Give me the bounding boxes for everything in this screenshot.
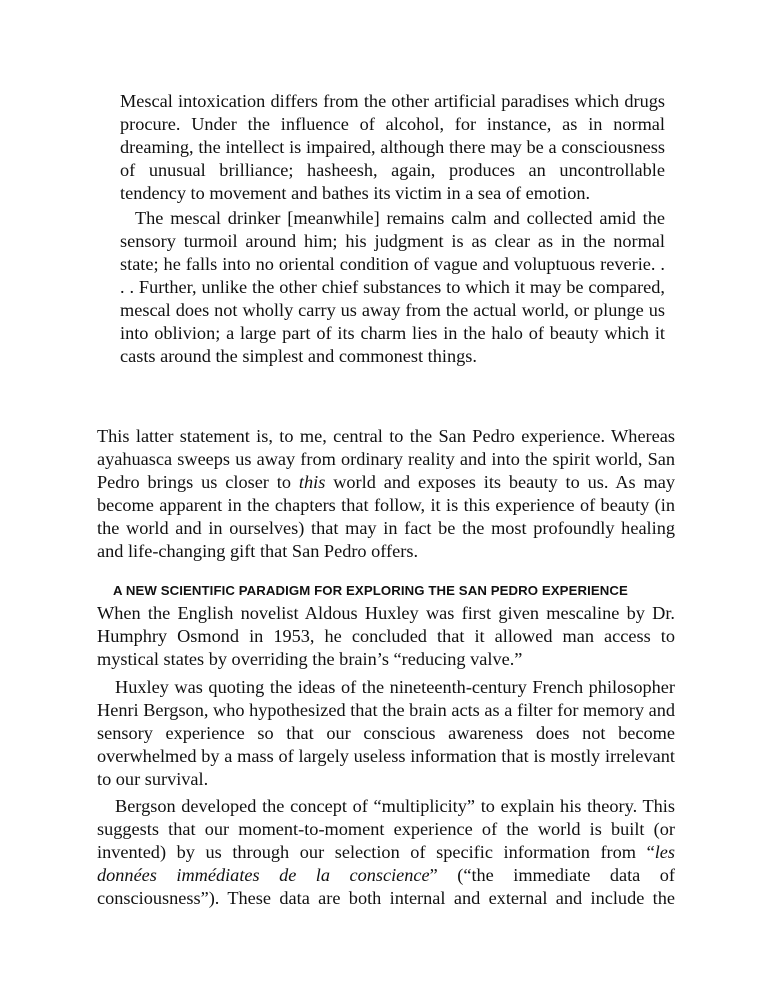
body-paragraph-3: Huxley was quoting the ideas of the nineteenth-century French philosopher Henri Bergson, who hypothesized that the brain acts as a filter for memory and sensory experience so that our conscious awareness does not become overwhelmed by a mass of largely useless information that is mostly irrelevant to our survival. <box>97 677 675 789</box>
body-paragraph-4 <box>97 795 675 910</box>
body-paragraph-1 <box>97 425 675 563</box>
block-quote <box>120 90 665 368</box>
section-heading: A NEW SCIENTIFIC PARADIGM FOR EXPLORING THE SAN PEDRO EXPERIENCE <box>113 583 628 598</box>
p1-emphasis: this <box>298 472 326 492</box>
p4-emphasis: les données immédiates de la conscience <box>97 842 675 885</box>
p4-text-a: Bergson developed the concept of “multiplicity” to explain his theory. This suggests that our moment-to-moment experience of the world is built (or invented) by us through our selection of specific information from “ <box>97 796 675 862</box>
body-paragraph-2: When the English novelist Aldous Huxley was first given mescaline by Dr. Humphry Osmond in 1953, he concluded that it allowed man access to mystical states by overriding the brain’s “reducing valve.” <box>97 603 675 669</box>
quote-paragraph-2: The mescal drinker [meanwhile] remains calm and collected amid the sensory turmoil around him; his judgment is as clear as in the normal state; he falls into no oriental condition of vague and voluptuous reverie. . . . Further, unlike the other chief substances to which it may be compared, mescal does not wholly carry us away from the actual world, or plunge us into oblivion; a large part of its charm lies in the halo of beauty which it casts around the simplest and commonest things. <box>120 208 665 366</box>
quote-paragraph-1: Mescal intoxication differs from the other artificial paradises which drugs procure. Under the influence of alcohol, for instance, as in normal dreaming, the intellect is impaired, although there may be a consciousness of unusual brilliance; hasheesh, again, produces an uncontrollable tendency to movement and bathes its victim in a sea of emotion. <box>120 91 665 203</box>
p1-text-b: world and exposes its beauty to us. As may become apparent in the chapters that follow, it is this experience of beauty (in the world and in ourselves) that may in fact be the most profoundly healing and life-changing gift that San Pedro offers. <box>97 472 675 561</box>
p1-text-a: This latter statement is, to me, central to the San Pedro experience. Whereas ayahuasca sweeps us away from ordinary reality and into the spirit world, San Pedro brings us closer to <box>97 426 675 492</box>
p4-text-b: ” (“the immediate data of consciousness”). These data are both internal and external and include the <box>97 865 675 908</box>
